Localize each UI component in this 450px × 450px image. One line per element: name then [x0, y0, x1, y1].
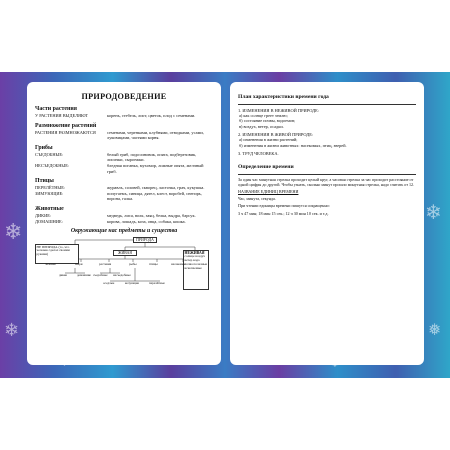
list-item: ДИКИЕ: медведь, лиса, волк, заяц, белка, выдра, барсук. [35, 212, 196, 218]
diagram-label: звери [75, 262, 83, 267]
diagram-label: насекомые [171, 262, 186, 267]
section-mushrooms [35, 145, 213, 174]
section-birds [35, 178, 213, 202]
list-item: б) состояние почвы, водоемов; [239, 118, 296, 124]
section-heading: Птицы [35, 178, 54, 185]
list-item: ПЕРЕЛЁТНЫЕ: журавль, соловей, скворец, ласточка, грач, кукушка. [35, 185, 205, 191]
left-page [27, 82, 221, 365]
diagram-label: съедобные [93, 273, 108, 278]
abbr-text: 3 ч 47 мин; 18 мин 15 сек.; 12 ч 30 мин 10 сек. и т.д. [238, 210, 329, 216]
list-item: СЪЕДОБНЫЕ: белый гриб, подосиновик, опята, подберезовик, лисички, сыроежки. [35, 151, 197, 163]
diagram-label: домашние [77, 273, 91, 278]
section-plant-parts [35, 106, 213, 119]
snowflake-icon: ❅ [428, 320, 442, 339]
diagram-label: несъедобные [113, 273, 131, 278]
list-item: а) как солнце греет землю; [239, 113, 288, 118]
not-nature-box: НЕ ПРИРОДА (то, что человек сделал своими руками) [35, 244, 79, 264]
living-box: ЖИВАЯ [113, 250, 137, 256]
divider [238, 104, 416, 105]
snowflake-icon: ❄ [4, 320, 20, 341]
plan-item-heading: 2. ИЗМЕНЕНИЯ В ЖИВОЙ ПРИРОДЕ: [238, 132, 314, 138]
list-item: НЕСЪЕДОБНЫЕ: бледная поганка, мухомор, ложные опята, желчный гриб. [35, 162, 204, 174]
nature-box: ПРИРОДА [133, 237, 157, 243]
diagram-label: кочующие [125, 281, 140, 286]
diagram-label: дикие [59, 273, 67, 278]
list-item: ДОМАШНИЕ: корова, лошадь, коза, овца, собака, кошка. [35, 218, 186, 224]
diagram-title: Окружающие нас предметы и существа [70, 228, 178, 235]
nature-diagram [35, 236, 213, 302]
list-item: б) изменения в жизни животных: насекомых, птиц, зверей. [239, 142, 347, 148]
list-item: РАСТЕНИЯ РАЗМНОЖАЮТСЯ семенами, черенками, клубнями, отводками, усами, луковицами, частями корня. [35, 129, 204, 141]
list-item: ЗИМУЮЩИЕ: попугаемь, синица, дятел, клест, воробей, снегирь, ворона, галка. [35, 190, 202, 202]
units-text: Час, минута, секунда. [238, 196, 276, 202]
diagram-label: растения [99, 262, 112, 267]
units-heading: НАЗВАНИЕ ЕДИНИЦ ВРЕМЕНИ [238, 189, 299, 195]
diagram-label: оседлые [103, 281, 115, 286]
season-plan-title: План характеристики времени года [238, 94, 329, 100]
diagram-label: птицы [149, 262, 158, 267]
time-paragraph: За один час минутная стрелка проходит целый круг, а часовая стрелка за час проходит расстояние от одной цифры до другой. Чтобы узнать, сколько минут прошло минутная стрелка, надо считать от 12. [238, 177, 415, 188]
divider [238, 174, 416, 175]
section-animals [35, 206, 213, 224]
section-plant-reproduction [35, 123, 213, 141]
list-item: а) изменения в жизни растений; [239, 137, 298, 143]
section-heading: Части растения [35, 106, 77, 112]
diagram-label: перелётные [149, 281, 165, 286]
diagram-label: человек [45, 262, 56, 267]
abbr-heading: При чтении единицы времени пишутся сокращенно: [238, 203, 330, 209]
section-heading: Размножение растений [35, 122, 97, 129]
plan-item-heading: 1. ИЗМЕНЕНИЯ В НЕЖИВОЙ ПРИРОДЕ: [238, 108, 320, 113]
page-title: ПРИРОДОВЕДЕНИЕ [81, 92, 167, 101]
plan-item-heading: 3. ТРУД ЧЕЛОВЕКА. [238, 151, 279, 157]
snowflake-icon: ❄ [425, 200, 442, 224]
right-page [230, 82, 424, 365]
time-title: Определение времени [238, 164, 294, 171]
diagram-label: рыбы [129, 262, 137, 267]
section-heading: Животные [35, 205, 64, 212]
section-heading: Грибы [35, 144, 53, 151]
list-item: в) воздух, ветер, осадки. [239, 123, 284, 129]
nonliving-box: НЕЖИВАЯ солнце воздух ветер вода почва полезные ископаемые [183, 250, 209, 290]
list-item: У РАСТЕНИЯ ВЫДЕЛЯЮТ корень, стебель, лист, цветок, плод с семенами. [35, 113, 196, 118]
snowflake-icon: ❄ [4, 220, 23, 245]
